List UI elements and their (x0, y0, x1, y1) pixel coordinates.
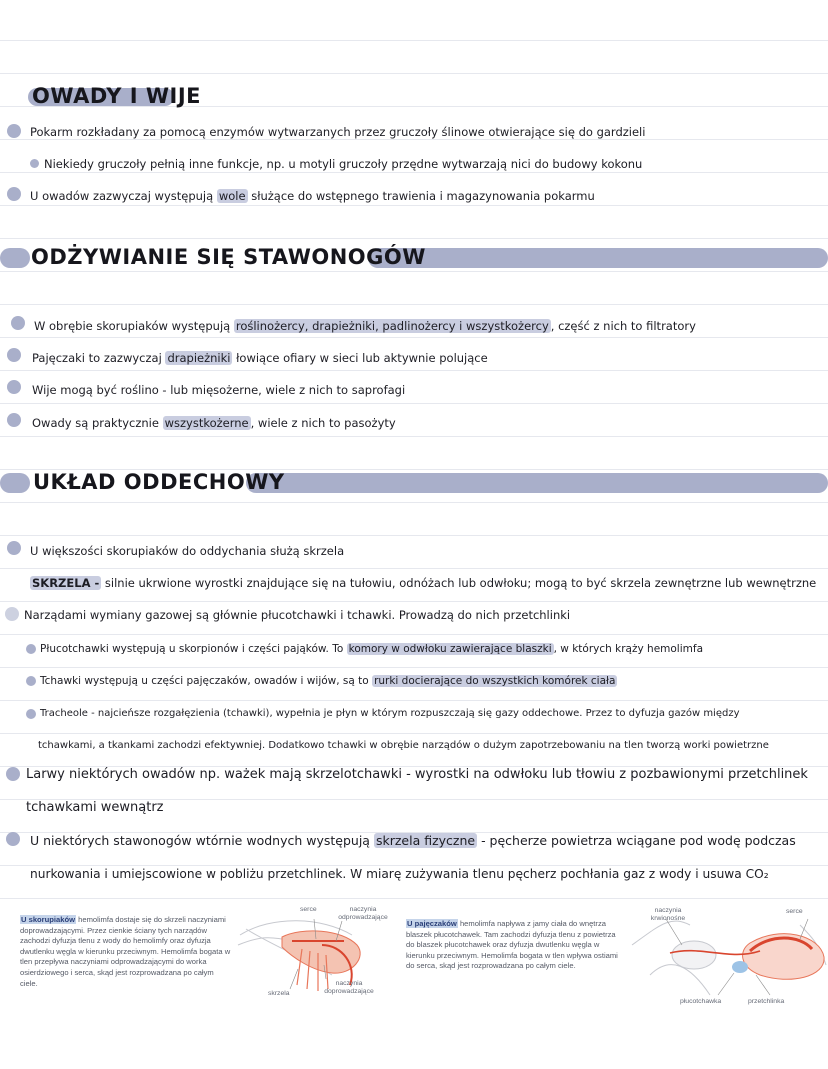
text-line (30, 188, 595, 204)
label-przetchlinka: przetchlinka (748, 998, 785, 1005)
bullet (26, 644, 36, 654)
label-naczynia-doprowadzajace: naczynia doprowadzające (324, 980, 374, 995)
bullet (7, 541, 21, 555)
figure2-strong: U pajęczaków (407, 919, 457, 928)
text-span: Tchawki występują u części pajęczaków, owadów i wijów, są to (40, 675, 369, 687)
heading-owady: OWADY I WIJE (32, 84, 202, 108)
figure1-text: hemolimfa dostaje się do skrzeli naczyniami doprowadzającymi. Przez cienkie ściany tych narządów zachodzi dyfuzja tlenu z wody do hemolimfy oraz dyfuzja dwutlenku węgla w kierunku przeciwnym. Hemolimfa bogata w tlen przepływa naczyniami odprowadzającymi do worka osierdziowego i serca, skąd jest rozprowadzana po całym ciele. (20, 915, 231, 988)
text-line: Pokarm rozkładany za pomocą enzymów wytwarzanych przez gruczoły ślinowe otwierające się do gardzieli (30, 125, 646, 139)
text-span: Owady są praktycznie (32, 416, 159, 430)
highlight-term: wszystkożerne (164, 416, 249, 430)
text-line (30, 575, 816, 591)
label-skrzela: skrzela (268, 990, 290, 997)
text-span: U owadów zazwyczaj występują (30, 189, 214, 203)
text-line: Wije mogą być roślino - lub mięsożerne, wiele z nich to saprofagi (32, 383, 406, 397)
figure2-text: hemolimfa napływa z jamy ciała do wnętrza blaszek płucotchawek. Tam zachodzi dyfuzja tlenu z powietrza do blaszek płucotchawek oraz dyfuzja dwutlenku węgla w kierunku przeciwnym. Hemolimfa bogata w tlen wpływa ostiami do serca, skąd jest rozprowadzana po całym ciele. (406, 919, 618, 971)
figure1-strong: U skorupiaków (21, 915, 76, 924)
spider-abdomen (743, 934, 825, 980)
text-span: Płucotchawki występują u skorpionów i części pająków. To (40, 643, 344, 655)
highlight-term: drapieżniki (167, 351, 231, 365)
text-span: silnie ukrwione wyrostki znajdujące się na tułowiu, odnóżach lub odwłoku; mogą to być skrzela zewnętrzne lub wewnętrzne (104, 576, 817, 590)
heading-odzywianie: ODŻYWIANIE SIĘ STAWONOGÓW (31, 245, 426, 269)
text-span: - pęcherze powietrza wciągane pod wodę podczas (481, 833, 796, 848)
bullet (7, 348, 21, 362)
bullet (7, 413, 21, 427)
label-serce-2: serce (786, 908, 803, 915)
label-serce: serce (300, 906, 317, 913)
shrimp-body (282, 931, 360, 973)
bullet (26, 676, 36, 686)
bullet (5, 607, 19, 621)
bullet (7, 380, 21, 394)
text-line: U większości skorupiaków do oddychania służą skrzela (30, 544, 345, 558)
text-line (40, 673, 617, 689)
text-line: Niekiedy gruczoły pełnią inne funkcje, np. u motyli gruczoły przędne wytwarzają nici do budowy kokonu (44, 157, 643, 171)
figure1-caption (20, 915, 232, 989)
text-span: , w których krąży hemolimfa (553, 643, 703, 655)
text-span: Pajęczaki to zazwyczaj (32, 351, 162, 365)
text-line: Tracheole - najcieńsze rozgałęzienia (tchawki), wypełnia je płyn w którym rozpuszczają się gazy oddechowe. Przez to dyfuzja gazów między (40, 708, 740, 719)
highlight-term: komory w odwłoku zawierające blaszki (348, 643, 552, 655)
heading-bar-right (246, 473, 828, 493)
text-span: łowiące ofiary w sieci lub aktywnie polujące (236, 351, 488, 365)
bullet (30, 159, 39, 168)
text-span: , część z nich to filtratory (550, 319, 696, 333)
bullet (26, 709, 36, 719)
text-line: tchawkami, a tkankami zachodzi efektywniej. Dodatkowo tchawki w obrębie narządów o dużym zapotrzebowaniu na tlen tworzą worki powietrzne (38, 740, 769, 751)
text-line (32, 415, 396, 431)
heading-oddechowy: UKŁAD ODDECHOWY (33, 470, 285, 494)
highlight-term: roślinożercy, drapieżniki, padlinożercy i wszystkożercy (235, 319, 549, 333)
text-line: nurkowania i umiejscowione w pobliżu przetchlinek. W miarę zużywania tlenu pęcherz pochłania gaz z wody i usuwa CO₂ (30, 867, 769, 881)
text-span: służące do wstępnego trawienia i magazynowania pokarmu (251, 189, 595, 203)
text-line (32, 350, 488, 366)
text-span: U niektórych stawonogów wtórnie wodnych występują (30, 833, 370, 848)
heading-bar-left (0, 473, 30, 493)
heading-bar-right (368, 248, 828, 268)
bullet (7, 187, 21, 201)
text-span: , wiele z nich to pasożyty (250, 416, 396, 430)
bullet (6, 767, 20, 781)
text-line: Narządami wymiany gazowej są głównie płucotchawki i tchawki. Prowadzą do nich przetchlinki (24, 608, 571, 622)
text-span: W obrębie skorupiaków występują (34, 319, 231, 333)
text-line (34, 318, 696, 334)
heading-bar-left (0, 248, 30, 268)
figure2-caption (406, 919, 618, 972)
highlight-term: wole (218, 189, 246, 203)
bullet (7, 124, 21, 138)
highlight-term: rurki docierające do wszystkich komórek ciała (374, 675, 616, 687)
highlight-term: skrzela fizyczne (375, 833, 476, 848)
label-plucotchawka: płucotchawka (680, 998, 722, 1005)
text-line: tchawkami wewnątrz (26, 800, 164, 815)
term-label: SKRZELA - (32, 576, 100, 590)
bullet (11, 316, 25, 330)
text-line (30, 833, 796, 849)
bullet (6, 832, 20, 846)
label-naczynia-odprowadzajace: naczynia odprowadzające (338, 906, 388, 921)
text-line: Larwy niektórych owadów np. ważek mają skrzelotchawki - wyrostki na odwłoku lub tłowiu z pozbawionymi przetchlinek (26, 767, 808, 782)
text-line (40, 641, 703, 657)
label-naczynia-krwionosne: naczynia krwionośne (650, 907, 686, 922)
